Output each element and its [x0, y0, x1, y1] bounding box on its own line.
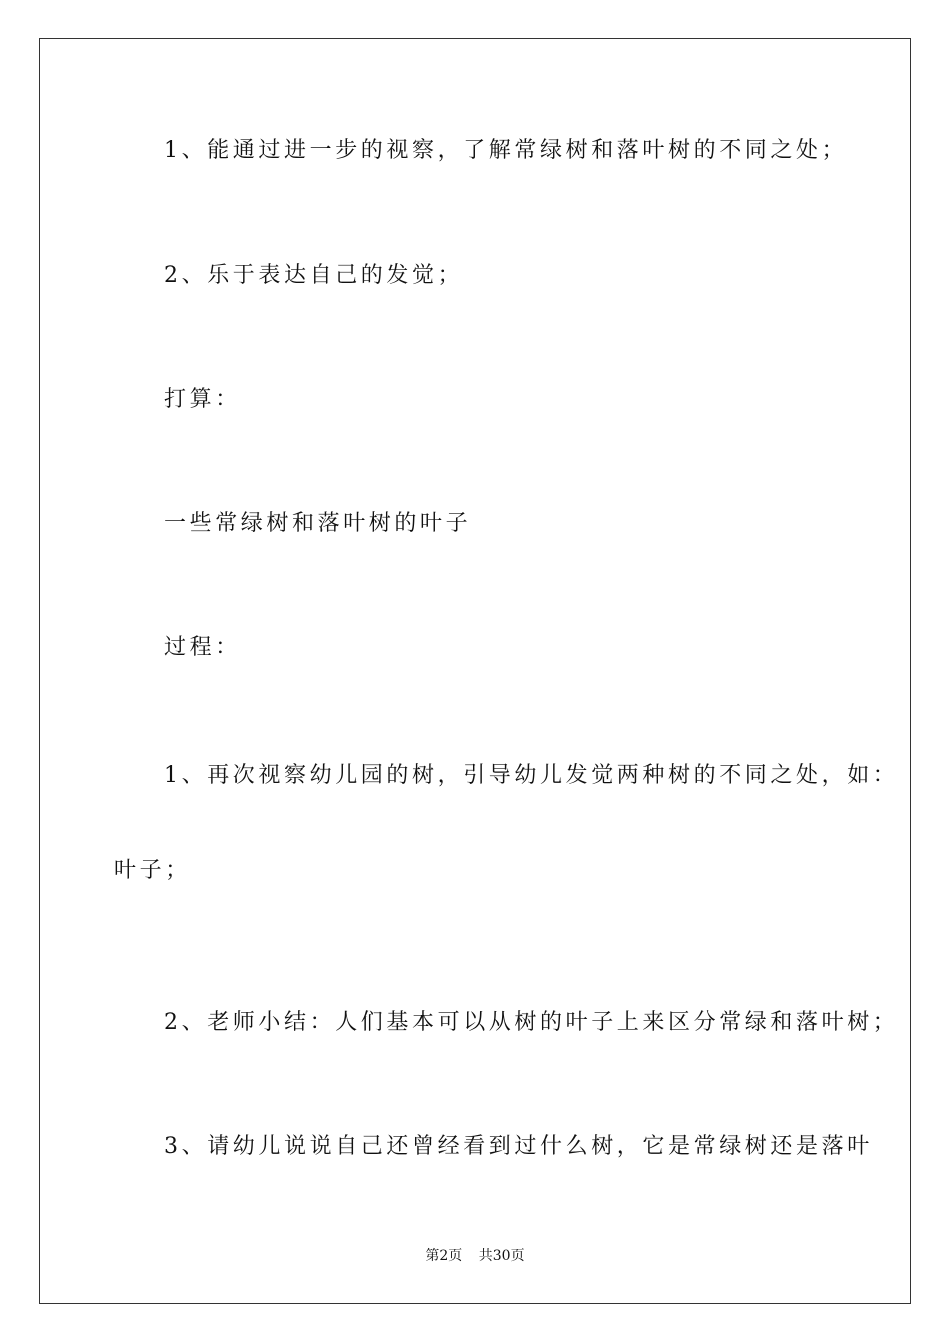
- goal-item-2: 2、乐于表达自己的发觉；: [164, 263, 464, 288]
- process-step-2: 2、老师小结：人们基本可以从树的叶子上来区分常绿和落叶树；: [164, 1010, 899, 1035]
- process-heading: 过程：: [164, 635, 241, 660]
- preparation-content: 一些常绿树和落叶树的叶子: [164, 511, 472, 536]
- process-step-1: 1、再次视察幼儿园的树，引导幼儿发觉两种树的不同之处，如：: [164, 763, 899, 788]
- total-page-count: 共30页: [478, 1248, 525, 1264]
- page-footer: [0, 1246, 950, 1266]
- process-step-3: 3、请幼儿说说自己还曾经看到过什么树，它是常绿树还是落叶: [164, 1134, 873, 1159]
- process-step-1-continued: 叶子；: [114, 858, 191, 883]
- preparation-heading: 打算：: [164, 387, 241, 412]
- current-page-number: 第2页: [425, 1248, 463, 1264]
- goal-item-1: 1、能通过进一步的视察，了解常绿树和落叶树的不同之处；: [164, 138, 848, 163]
- page-frame: [39, 38, 911, 1304]
